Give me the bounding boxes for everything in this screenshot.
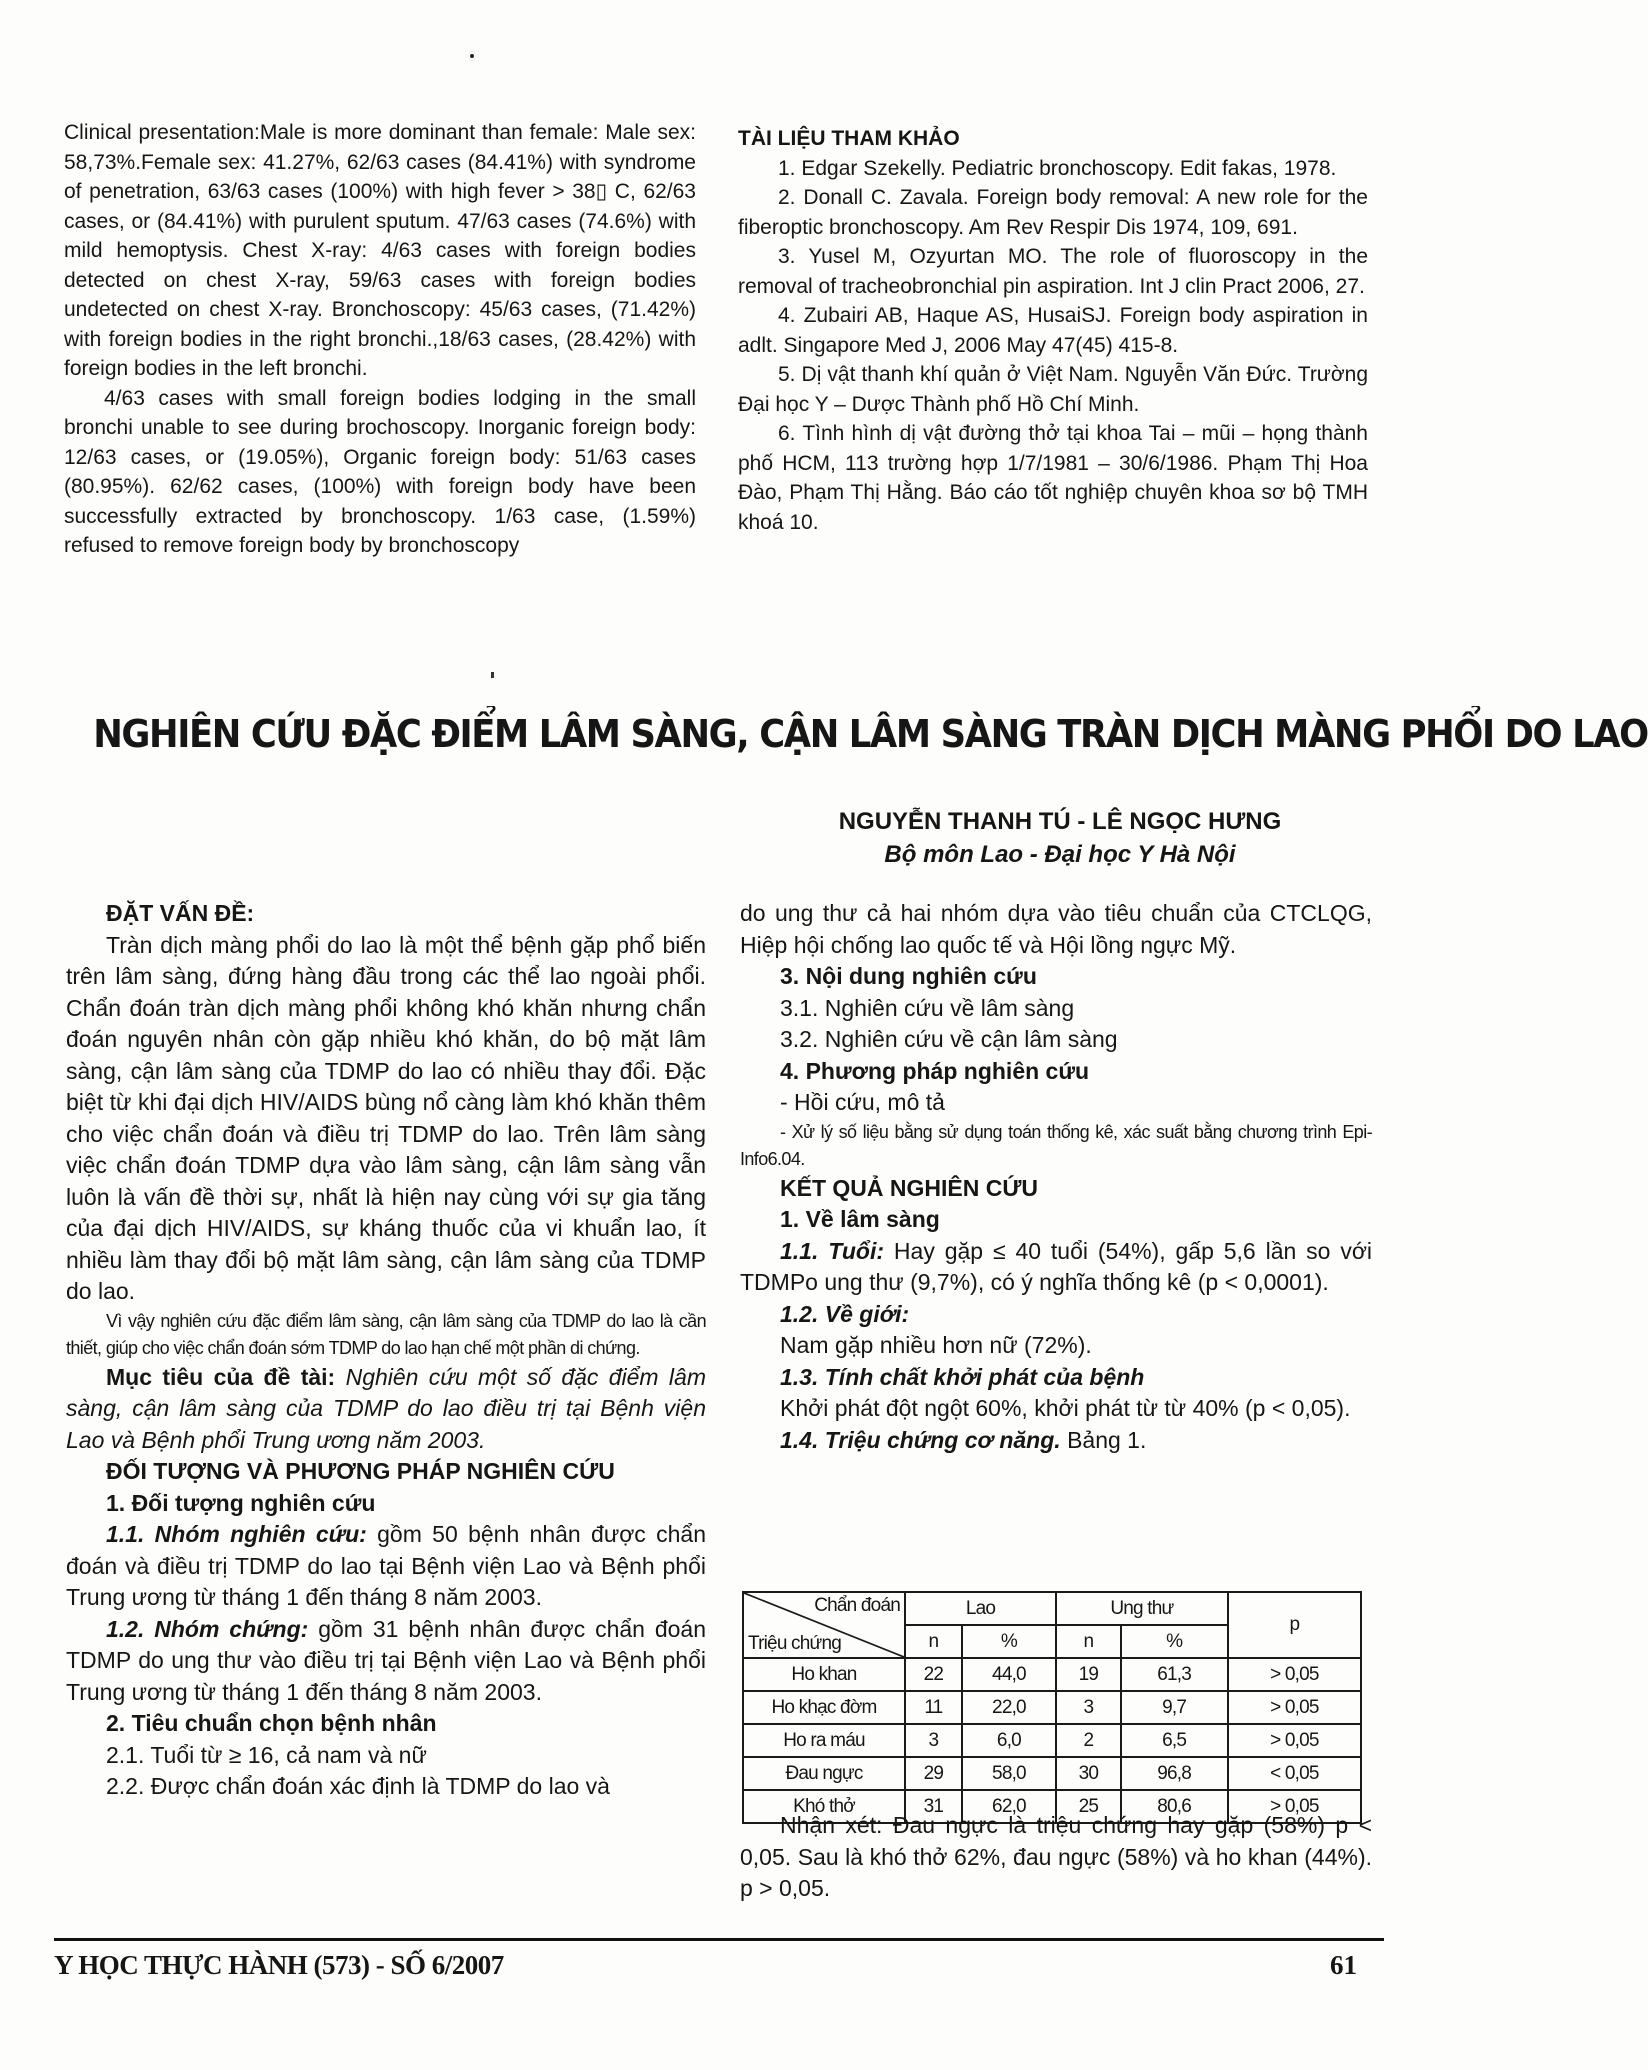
article-title: NGHIÊN CỨU ĐẶC ĐIỂM LÂM SÀNG, CẬN LÂM SÀNG TRÀN DỊCH MÀNG PHỔI DO LAO — [93, 712, 1648, 756]
cell-p: > 0,05 — [1228, 1691, 1361, 1724]
cell-pct-cancer: 80,6 — [1121, 1790, 1228, 1823]
item-label: 1.2. Nhóm chứng: — [106, 1615, 309, 1642]
cell-n-lao: 29 — [905, 1757, 962, 1790]
cell-n-cancer: 30 — [1056, 1757, 1120, 1790]
item-label: 1.1. Nhóm nghiên cứu: — [106, 1521, 367, 1547]
col-header-pct: % — [1121, 1625, 1228, 1658]
english-abstract — [64, 118, 696, 561]
item-text: gồm 31 bệnh nhân được chẩn đoán TDMP do ung thư vào điều trị tại Bệnh viện Lao và Bệnh phổi Trung ương từ tháng 1 đến tháng 8 năm 2003. — [66, 1615, 707, 1705]
table-header-row — [743, 1592, 1361, 1625]
cell-pct-cancer: 96,8 — [1121, 1757, 1228, 1790]
cell-pct-cancer: 61,3 — [1121, 1658, 1228, 1691]
author-names: NGUYỄN THANH TÚ - LÊ NGỌC HƯNG — [838, 808, 1282, 835]
cell-p: > 0,05 — [1228, 1790, 1361, 1823]
list-item: - Xử lý số liệu bằng sử dụng toán thống kê, xác suất bằng chương trình Epi-Info6.04. — [740, 1121, 1372, 1169]
symptoms-table — [742, 1591, 1362, 1824]
table-row — [743, 1691, 1361, 1724]
cell-n-cancer: 19 — [1056, 1658, 1120, 1691]
item-text: gồm 50 bệnh nhân được chẩn đoán và điều trị TDMP do lao tại Bệnh viện Lao và Bệnh phổi Trung ương từ tháng 1 đến tháng 8 năm 2003. — [66, 1521, 706, 1610]
group-header-lao: Lao — [905, 1592, 1056, 1625]
body-paragraph: Nam gặp nhiều hơn nữ (72%). — [780, 1332, 1092, 1358]
abstract-paragraph: 4/63 cases with small foreign bodies lodging in the small bronchi unable to see during brochoscopy. Inorganic foreign body: 12/63 cases, or (19.05%), Organic foreign body: 51/63 cases (80.95%). 62/62 cases, (100%) with foreign body have been successfully extracted by bronchoscopy. 1/63 case, (1.59%) refused to remove foreign body by bronchoscopy — [64, 386, 696, 557]
cell-n-cancer: 25 — [1056, 1790, 1120, 1823]
list-item: 3.1. Nghiên cứu về lâm sàng — [780, 994, 1075, 1021]
cell-n-lao: 11 — [905, 1691, 962, 1724]
scan-speck — [470, 54, 474, 58]
cell-pct-lao: 58,0 — [962, 1757, 1056, 1790]
row-label: Ho ra máu — [743, 1724, 905, 1757]
section-heading-results: KẾT QUẢ NGHIÊN CỨU — [780, 1174, 1039, 1201]
diag-header-top: Chẩn đoán — [814, 1595, 900, 1616]
body-paragraph: Khởi phát đột ngột 60%, khởi phát từ từ 40% (p < 0,05). — [780, 1395, 1351, 1421]
cell-n-cancer: 3 — [1056, 1691, 1120, 1724]
cell-p: > 0,05 — [1228, 1724, 1361, 1757]
reference-item: 6. Tình hình dị vật đường thở tại khoa Tai – mũi – họng thành phố HCM, 113 trường hợp 1/7/1981 – 30/6/1986. Phạm Thị Hoa Đào, Phạm Thị Hằng. Báo cáo tốt nghiệp chuyên khoa sơ bộ TMH khoá 10. — [738, 422, 1368, 534]
row-label: Khó thở — [743, 1790, 905, 1823]
author-block — [760, 805, 1360, 871]
scan-speck — [491, 672, 494, 678]
body-paragraph — [66, 1614, 706, 1709]
item-text: Hay gặp ≤ 40 tuổi (54%), gấp 5,6 lần so với TDMPo ung thư (9,7%), có ý nghĩa thống kê (p < 0,0001). — [740, 1237, 1373, 1295]
col-header-n: n — [1056, 1625, 1120, 1658]
section-heading-methods: ĐỐI TƯỢNG VÀ PHƯƠNG PHÁP NGHIÊN CỨU — [106, 1458, 615, 1484]
cell-p: < 0,05 — [1228, 1757, 1361, 1790]
criteria-item: 2.1. Tuổi từ ≥ 16, cả nam và nữ — [106, 1741, 427, 1768]
item-label: 1.4. Triệu chứng cơ năng. — [780, 1426, 1061, 1453]
reference-item: 5. Dị vật thanh khí quản ở Việt Nam. Nguyễn Văn Đức. Trường Đại học Y – Dược Thành phố Hồ Chí Minh. — [738, 363, 1368, 416]
cell-n-lao: 22 — [905, 1658, 962, 1691]
journal-footer: Y HỌC THỰC HÀNH (573) - SỐ 6/2007 — [54, 1950, 504, 1980]
section-heading-intro: ĐẶT VẤN ĐỀ: — [106, 900, 255, 926]
table-row — [743, 1757, 1361, 1790]
subsection-heading: 1. Đối tượng nghiên cứu — [106, 1489, 376, 1516]
body-paragraph: Nhận xét: Đau ngực là triệu chứng hay gặp (58%) p < 0,05. Sau là khó thở 62%, đau ngực (58%) và ho khan (44%). p > 0,05. — [740, 1812, 1372, 1901]
table-row — [743, 1724, 1361, 1757]
cell-pct-lao: 62,0 — [962, 1790, 1056, 1823]
reference-item: 4. Zubairi AB, Haque AS, HusaiSJ. Foreign body aspiration in adlt. Singapore Med J, 2006 May 47(45) 415-8. — [738, 304, 1368, 357]
references-heading: TÀI LIỆU THAM KHẢO — [738, 127, 960, 150]
cell-n-cancer: 2 — [1056, 1724, 1120, 1757]
objective-paragraph — [66, 1362, 706, 1457]
page-number: 61 — [1330, 1950, 1357, 1980]
cell-n-lao: 3 — [905, 1724, 962, 1757]
item-label: 1.2. Về giới: — [780, 1300, 910, 1327]
diag-header-bottom: Triệu chứng — [748, 1633, 841, 1654]
subsection-heading: 4. Phương pháp nghiên cứu — [780, 1057, 1090, 1084]
reference-item: 1. Edgar Szekelly. Pediatric bronchoscopy. Edit fakas, 1978. — [778, 156, 1337, 180]
col-header-n: n — [905, 1625, 962, 1658]
list-item: 3.2. Nghiên cứu về cận lâm sàng — [780, 1026, 1118, 1052]
item-label: 1.3. Tính chất khởi phát của bệnh — [780, 1363, 1145, 1390]
subsection-heading: 3. Nội dung nghiên cứu — [780, 963, 1037, 989]
references-section — [738, 124, 1368, 537]
table-row — [743, 1658, 1361, 1691]
cell-p: > 0,05 — [1228, 1658, 1361, 1691]
body-paragraph — [740, 1425, 1372, 1457]
body-paragraph: Tràn dịch màng phổi do lao là một thể bệnh gặp phổ biến trên lâm sàng, đứng hàng đầu trong các thể lao ngoài phổi. Chẩn đoán tràn dịch màng phổi không khó khăn nhưng chẩn đoán nguyên nhân còn gặp nhiều khó khăn, do bộ mặt lâm sàng, cận lâm sàng của TDMP do lao có nhiều thay đổi. Đặc biệt từ khi đại dịch HIV/AIDS bùng nổ càng làm khó khăn thêm cho việc chẩn đoán và điều trị TDMP do lao. Trên lâm sàng việc chẩn đoán TDMP dựa vào lâm sàng, cận lâm sàng vẫn luôn là vấn đề thời sự, nhất là hiện nay cùng với sự gia tăng của đại dịch HIV/AIDS, sự kháng thuốc của vi khuẩn lao, ít nhiều làm thay đổi bộ mặt lâm sàng, cận lâm sàng của TDMP do lao. — [66, 931, 706, 1304]
left-column — [66, 898, 706, 1803]
cell-pct-cancer: 6,5 — [1121, 1724, 1228, 1757]
body-paragraph: Vì vậy nghiên cứu đặc điểm lâm sàng, cận lâm sàng của TDMP do lao là cần thiết, giúp cho việc chẩn đoán sớm TDMP do lao hạn chế một phần di chứng. — [66, 1310, 706, 1358]
cell-pct-lao: 6,0 — [962, 1724, 1056, 1757]
body-paragraph: do ung thư cả hai nhóm dựa vào tiêu chuẩn của CTCLQG, Hiệp hội chống lao quốc tế và Hội lồng ngực Mỹ. — [740, 900, 1372, 958]
col-header-pct: % — [962, 1625, 1056, 1658]
subsection-heading: 1. Về lâm sàng — [780, 1206, 940, 1232]
reference-item: 2. Donall C. Zavala. Foreign body removal: A new role for the fiberoptic bronchoscopy. Am Rev Respir Dis 1974, 109, 691. — [738, 186, 1368, 239]
author-affiliation: Bộ môn Lao - Đại học Y Hà Nội — [884, 841, 1236, 868]
cell-pct-lao: 22,0 — [962, 1691, 1056, 1724]
cell-pct-lao: 44,0 — [962, 1658, 1056, 1691]
objective-text: Nghiên cứu một số đặc điểm lâm sàng, cận lâm sàng của TDMP do lao điều trị tại Bệnh viện Lao và Bệnh phổi Trung ương năm 2003. — [66, 1363, 706, 1453]
row-label: Ho khan — [743, 1658, 905, 1691]
item-text: Bảng 1. — [1067, 1426, 1147, 1453]
group-header-cancer: Ung thư — [1056, 1592, 1228, 1625]
reference-item: 3. Yusel M, Ozyurtan MO. The role of fluoroscopy in the removal of tracheobronchial pin aspiration. Int J clin Pract 2006, 27. — [738, 245, 1368, 298]
row-label: Ho khạc đờm — [743, 1691, 905, 1724]
criteria-item: 2.2. Được chẩn đoán xác định là TDMP do lao và — [106, 1773, 610, 1799]
cell-pct-cancer: 9,7 — [1121, 1691, 1228, 1724]
right-column — [740, 898, 1372, 1456]
table-comment — [740, 1810, 1372, 1905]
item-label: 1.1. Tuổi: — [780, 1237, 885, 1264]
cell-n-lao: 31 — [905, 1790, 962, 1823]
body-paragraph — [740, 1236, 1372, 1299]
footer-divider — [54, 1938, 1384, 1941]
objective-label: Mục tiêu của đề tài: — [106, 1363, 336, 1390]
p-header: p — [1228, 1592, 1361, 1658]
subsection-heading: 2. Tiêu chuẩn chọn bệnh nhân — [106, 1710, 437, 1736]
diagonal-header-cell — [743, 1592, 905, 1658]
body-paragraph — [66, 1519, 706, 1614]
row-label: Đau ngực — [743, 1757, 905, 1790]
abstract-paragraph: Clinical presentation:Male is more dominant than female: Male sex: 58,73%.Female sex: 41.27%, 62/63 cases (84.41%) with syndrome of penetration, 63/63 cases (100%) with high fever > 38▯ C, 62/63 cases, or (84.41%) with purulent sputum. 47/63 cases (74.6%) with mild hemoptysis. Chest X-ray: 4/63 cases with foreign bodies detected on chest X-ray, 59/63 cases with foreign bodies undetected on chest X-ray. Bronchoscopy: 45/63 cases, (71.42%) with foreign bodies in the right bronchi.,18/63 cases, (28.42%) with foreign bodies in the left bronchi. — [64, 121, 696, 380]
list-item: - Hồi cứu, mô tả — [780, 1089, 945, 1115]
